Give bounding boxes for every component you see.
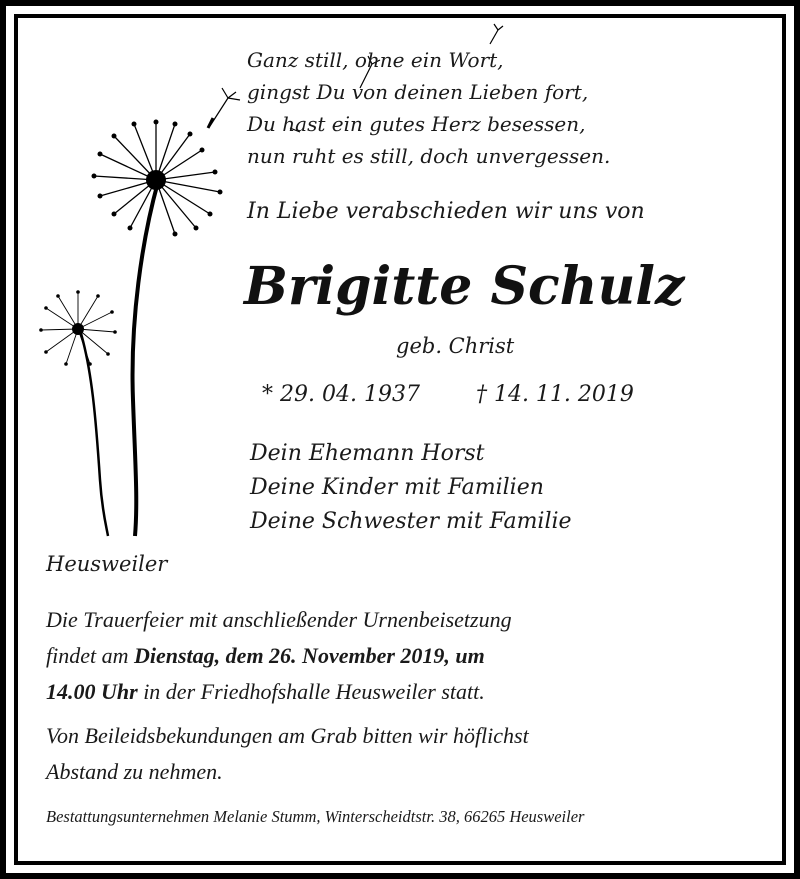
poem-line: nun ruht es still, doch unvergessen. bbox=[247, 144, 611, 168]
farewell-line: In Liebe verabschieden wir uns von bbox=[247, 199, 645, 224]
poem bbox=[247, 44, 610, 172]
ceremony-line: Die Trauerfeier mit anschließender Urnenbeisetzung bbox=[46, 607, 512, 632]
ceremony-text: findet am bbox=[46, 643, 134, 668]
poem-line: Du hast ein gutes Herz besessen, bbox=[247, 112, 586, 136]
condolence-line: Von Beileidsbekundungen am Grab bitten wir höflichst bbox=[46, 723, 529, 748]
ceremony-location: in der Friedhofshalle Heusweiler statt. bbox=[137, 679, 485, 704]
ceremony-time: 14.00 Uhr bbox=[46, 679, 138, 704]
ceremony-line bbox=[46, 638, 512, 674]
birth-date: * 29. 04. 1937 bbox=[262, 382, 420, 407]
place: Heusweiler bbox=[46, 552, 168, 576]
mourners-list bbox=[250, 437, 572, 539]
poem-line: Ganz still, ohne ein Wort, bbox=[247, 48, 504, 72]
ceremony-date: Dienstag, dem 26. November 2019, um bbox=[134, 643, 485, 668]
ceremony-info bbox=[46, 602, 512, 710]
condolence-line: Abstand zu nehmen. bbox=[46, 759, 223, 784]
life-dates bbox=[262, 382, 634, 407]
deceased-name: Brigitte Schulz bbox=[244, 256, 685, 317]
poem-line: gingst Du von deinen Lieben fort, bbox=[247, 80, 589, 104]
mourner: Deine Schwester mit Familie bbox=[250, 509, 572, 534]
mourner: Deine Kinder mit Familien bbox=[250, 475, 544, 500]
ceremony-line bbox=[46, 674, 512, 710]
undertaker-info: Bestattungsunternehmen Melanie Stumm, Winterscheidtstr. 38, 66265 Heusweiler bbox=[46, 807, 585, 826]
condolence-note bbox=[46, 718, 529, 790]
death-date: † 14. 11. 2019 bbox=[475, 382, 634, 407]
mourner: Dein Ehemann Horst bbox=[250, 441, 485, 466]
maiden-name: geb. Christ bbox=[396, 334, 515, 358]
